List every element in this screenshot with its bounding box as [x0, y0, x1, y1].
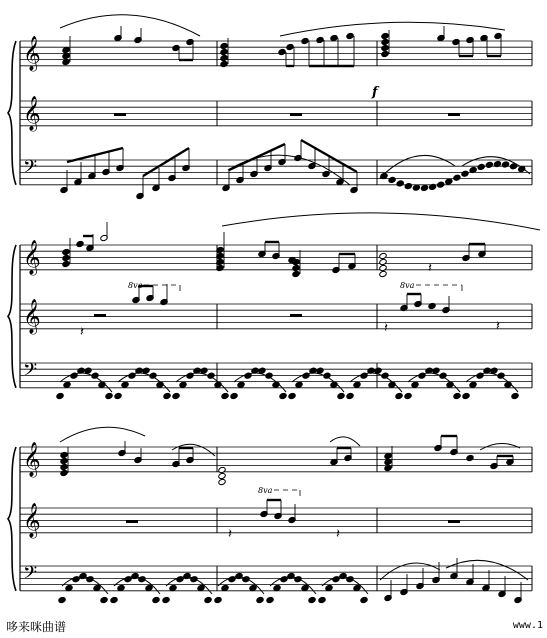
- bass-clef-icon: 𝄢: [23, 563, 38, 588]
- rest-icon: 𝄽: [228, 527, 232, 542]
- note-head: [60, 469, 68, 476]
- note-head: [100, 596, 108, 603]
- rest-icon: 𝄽: [80, 325, 84, 340]
- note-head: [220, 60, 228, 67]
- treble-clef-icon: 𝄞: [23, 36, 41, 71]
- footer-url: www.1: [512, 620, 543, 631]
- note-head: [266, 596, 274, 603]
- treble-clef-icon: 𝄞: [23, 503, 41, 538]
- slur: [222, 213, 540, 230]
- note-head: [242, 576, 250, 583]
- rest-icon: 𝄽: [384, 321, 388, 336]
- note-head: [230, 392, 238, 399]
- note-head: [62, 254, 70, 261]
- note-head: [337, 392, 345, 399]
- note-head: [190, 576, 198, 583]
- ottava-mark: 8va: [258, 486, 273, 495]
- note-head: [395, 392, 403, 399]
- note-head: [138, 576, 146, 583]
- note-head: [121, 381, 129, 388]
- note-head: [346, 576, 354, 583]
- rest-icon: 𝄽: [496, 319, 500, 334]
- slur: [60, 427, 145, 442]
- note-head: [346, 32, 354, 39]
- note-head: [220, 42, 228, 49]
- note-head: [256, 596, 264, 603]
- note-head: [466, 454, 474, 461]
- slur: [380, 563, 440, 580]
- rest-icon: 𝄽: [336, 527, 340, 542]
- note-head: [60, 451, 68, 458]
- note-head: [152, 596, 160, 603]
- note-head: [301, 37, 309, 44]
- treble-clef-icon: 𝄞: [23, 96, 41, 131]
- note-head: [379, 264, 387, 271]
- note-head: [62, 260, 70, 267]
- note-head: [462, 392, 470, 399]
- slur: [380, 155, 455, 178]
- slur: [172, 444, 215, 456]
- note-head: [453, 174, 461, 181]
- ottava-mark: 8va: [128, 281, 143, 290]
- note-head: [485, 161, 493, 168]
- rest-icon: 𝄽: [428, 261, 432, 276]
- whole-rest-icon: [94, 314, 106, 317]
- slur: [330, 437, 360, 446]
- note-head: [292, 264, 300, 271]
- ottava-mark: 8va: [400, 281, 415, 290]
- note-head: [381, 50, 389, 57]
- note-head: [204, 596, 212, 603]
- note-head: [294, 576, 302, 583]
- whole-rest-icon: [290, 113, 302, 116]
- note-head: [420, 184, 428, 191]
- note-head: [179, 381, 187, 388]
- note-head: [437, 181, 445, 188]
- note-head: [453, 392, 461, 399]
- note-head: [214, 596, 222, 603]
- slur: [280, 22, 505, 36]
- note-head: [316, 36, 324, 43]
- note-head: [58, 596, 66, 603]
- note-head: [292, 270, 300, 277]
- note-head: [330, 34, 338, 41]
- note-head: [220, 54, 228, 61]
- footer-site-logo: 哆来咪曲谱: [6, 620, 67, 634]
- whole-rest-icon: [448, 520, 460, 523]
- note-head: [318, 596, 326, 603]
- slur: [60, 15, 200, 36]
- note-head: [76, 240, 84, 247]
- note-head: [60, 457, 68, 464]
- note-head: [56, 392, 64, 399]
- note-head: [62, 248, 70, 255]
- brace: [8, 245, 16, 388]
- note-head: [278, 48, 286, 55]
- note-head: [477, 163, 485, 170]
- whole-rest-icon: [126, 520, 138, 523]
- note-head: [218, 472, 226, 479]
- brace: [8, 41, 16, 185]
- note-head: [404, 392, 412, 399]
- note-head: [172, 392, 180, 399]
- clefs: [23, 36, 41, 588]
- note-head: [279, 392, 287, 399]
- note-head: [501, 161, 509, 168]
- note-head: [63, 381, 71, 388]
- note-head: [404, 183, 412, 190]
- note-head: [360, 596, 368, 603]
- markings: [80, 85, 500, 542]
- note-head: [379, 252, 387, 259]
- note-head: [353, 381, 361, 388]
- note-head: [388, 176, 396, 183]
- note-head: [396, 180, 404, 187]
- note-head: [379, 270, 387, 277]
- note-head: [221, 392, 229, 399]
- slur: [228, 155, 350, 185]
- slur: [446, 560, 528, 580]
- note-head: [288, 392, 296, 399]
- note-head: [237, 381, 245, 388]
- note-head: [110, 596, 118, 603]
- note-head: [218, 478, 226, 485]
- note-head: [381, 44, 389, 51]
- brace: [8, 447, 16, 591]
- note-head: [445, 178, 453, 185]
- whole-rest-icon: [448, 113, 460, 116]
- note-head: [220, 48, 228, 55]
- note-head: [86, 576, 94, 583]
- whole-rest-icon: [114, 113, 126, 116]
- note-head: [295, 381, 303, 388]
- note-head: [411, 381, 419, 388]
- dynamic-forte: f: [372, 85, 378, 100]
- treble-clef-icon: 𝄞: [23, 442, 41, 477]
- note-head: [412, 184, 420, 191]
- note-head: [163, 392, 171, 399]
- note-head: [461, 170, 469, 177]
- note-beam: [143, 148, 189, 176]
- note-head: [511, 392, 519, 399]
- bass-clef-icon: 𝄢: [23, 157, 38, 182]
- treble-clef-icon: 𝄞: [23, 240, 41, 275]
- note-head: [469, 381, 477, 388]
- whole-rest-icon: [290, 314, 302, 317]
- note-head: [346, 392, 354, 399]
- note-head: [218, 466, 226, 473]
- note-head: [114, 392, 122, 399]
- note-head: [379, 258, 387, 265]
- note-head: [308, 596, 316, 603]
- note-head: [162, 596, 170, 603]
- system-braces: [8, 41, 16, 591]
- bass-clef-icon: 𝄢: [23, 360, 38, 385]
- note-head: [105, 392, 113, 399]
- note-head: [60, 463, 68, 470]
- note-head: [381, 32, 389, 39]
- note-head: [428, 302, 436, 309]
- treble-clef-icon: 𝄞: [23, 299, 41, 334]
- note-head: [381, 38, 389, 45]
- note-head: [286, 43, 294, 50]
